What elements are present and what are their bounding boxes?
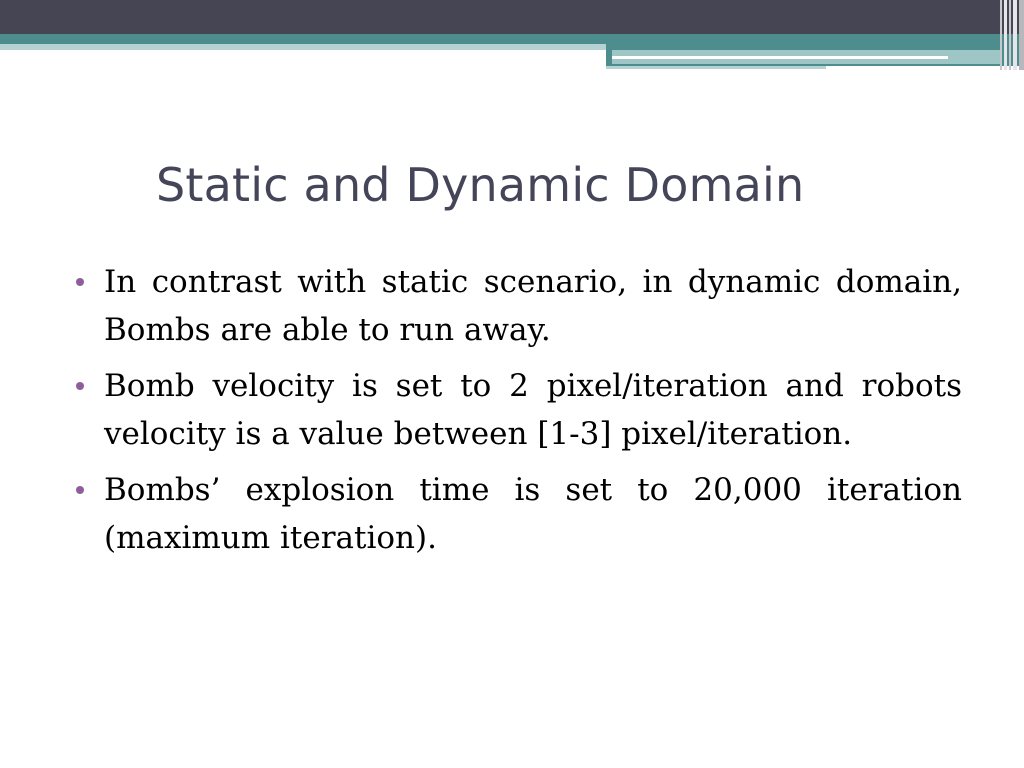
bullet-list bbox=[76, 258, 962, 570]
bullet-item bbox=[76, 466, 962, 562]
bullet-item bbox=[76, 258, 962, 354]
bullet-item bbox=[76, 362, 962, 458]
header-right-stripes bbox=[994, 0, 1024, 70]
bullet-dot-icon bbox=[76, 486, 84, 494]
bullet-dot-icon bbox=[76, 278, 84, 286]
bullet-dot-icon bbox=[76, 382, 84, 390]
header-band-teal-light bbox=[0, 44, 606, 50]
slide-title: Static and Dynamic Domain bbox=[156, 158, 805, 212]
header-band-bottom-light bbox=[606, 66, 826, 69]
header-band-dark bbox=[0, 0, 1024, 34]
header-tab-line bbox=[612, 56, 948, 59]
bullet-text: Bombs’ explosion time is set to 20,000 iteration (maximum iteration). bbox=[104, 472, 962, 556]
bullet-text: In contrast with static scenario, in dynamic domain, Bombs are able to run away. bbox=[104, 264, 962, 348]
header-band-teal bbox=[0, 34, 1024, 44]
bullet-text: Bomb velocity is set to 2 pixel/iteration and robots velocity is a value between [1-3] pixel/iteration. bbox=[104, 368, 962, 452]
